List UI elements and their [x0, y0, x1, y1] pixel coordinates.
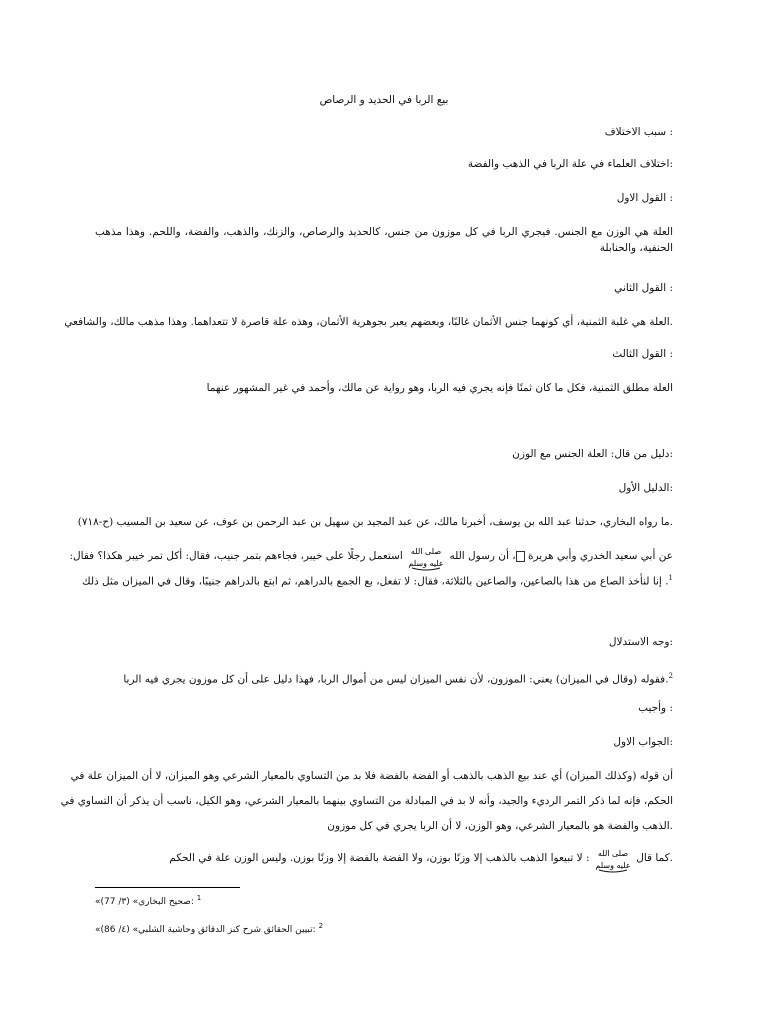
answer-quote-body: : لا تبيعوا الذهب بالذهب إلا وزنًا بوزن، ولا الفضة بالفضة إلا وزنًا بوزن. وليس الوزن علة في الحكم: [169, 852, 590, 864]
footnote-1-number: 1: [196, 894, 202, 902]
hadith-prophet: ، أن رسول الله: [449, 550, 516, 562]
heading-third-opinion: : القول الثالث: [612, 348, 673, 360]
hadith-reply: . إنا لنأخذ الصاع من هذا بالصاعين، والصاعين بالثلاثة، فقال: [417, 575, 669, 588]
heading-first-answer: :الجواب الاول: [613, 736, 673, 748]
wajh-text: [95, 668, 673, 688]
answer-line-1: أن قوله (وكذلك الميزان) أي عند بيع الذهب بالذهب أو الفضة بالفضة فلا بد من التساوي بالمعيار الشرعي وهو الميزان، لا أن الميزان علة في: [70, 770, 673, 782]
heading-cause-text: :اختلاف العلماء في علة الربا في الذهب والفضة: [467, 158, 673, 170]
heading-evidence: :دليل من قال: العلة الجنس مع الوزن: [512, 448, 673, 460]
footnote-separator: [95, 887, 240, 888]
hadith-command: : لا تفعل، بع الجمع بالدراهم، ثم ابتع بالدراهم جنيبًا، وقال في الميزان مثل ذلك: [82, 575, 418, 588]
hadith-line-1: .ما رواه البخاري، حدثنا عبد الله بن يوسف، أخبرنا مالك، عن عبد المجيد بن سهيل بن عبد الرحمن بن عوف، عن سعيد بن المسيب (ح-٧١٨): [77, 516, 673, 528]
missing-glyph-box: [516, 551, 525, 562]
hadith-narrators: عن أبي سعيد الخدري وأبي هريرة: [528, 550, 673, 562]
answer-line-2: الحكم، فإنه لما ذكر التمر الرديء والجيد، وأنه لا بد في المبادلة من التساوي بينهما بالمعيار الشرعي، وهو الكيل، ناسب أن يذكر أن التساوي في: [60, 795, 673, 807]
heading-wajh: :وجه الاستدلال: [608, 636, 673, 648]
footnote-2-number: 2: [318, 922, 324, 930]
footnote-marker-1[interactable]: 1: [668, 574, 673, 582]
second-opinion-text: .العلة هي غلبة الثمنية، أي كونهما جنس الأثمان غالبًا، وبعضهم يعبر بجوهرية الأثمان، وهذه علة قاصرة لا تتعداهما. وهذا مذهب مالك، والشافعي: [64, 316, 673, 328]
heading-first-opinion: : القول الاول: [616, 192, 673, 204]
footnote-2: [95, 922, 323, 935]
seal2-text-top: صلى الله: [597, 849, 628, 858]
heading-second-opinion: : القول الثاني: [614, 282, 673, 294]
footnote-2-text: :تبيين الحقائق شرح كنز الدقائق وحاشية الشلبي» (٤/ 86)»: [95, 925, 316, 935]
hadith-line-2: [69, 540, 673, 572]
first-opinion-text: العلة هي الوزن مع الجنس. فيجري الربا في كل موزون من جنس، كالحديد والرصاص، والزنك، والذهب، والفضة، واللحم. وهذا مذهب الحنفية، والحنابلة: [95, 226, 673, 254]
hadith-line-3: [82, 570, 673, 590]
heading-first-evidence: :الدليل الأول: [618, 482, 673, 494]
footnote-marker-2[interactable]: 2: [668, 672, 673, 680]
seal-text-bottom: عليه وسلم: [408, 559, 444, 568]
page-title: بيع الربا في الحديد و الرصاص: [319, 94, 449, 106]
answer-line-4: [95, 842, 673, 874]
salawat-calligraphy-icon: [409, 541, 443, 571]
hadith-story: استعمل رجلًا على خيبر، فجاءهم بتمر جنيب، فقال: أكل تمر خيبر هكذا؟ فقال:: [69, 550, 403, 562]
heading-ujib: : وأجيب: [638, 702, 673, 714]
heading-cause: : سبب الاختلاف: [604, 126, 673, 138]
footnote-1-text: :صحيح البخاري» (٣/ 77)»: [95, 897, 194, 907]
answer-line-3: .الذهب والفضة هو بالمعيار الشرعي، وهو الوزن، لا أن الربا يجري في كل موزون: [327, 820, 673, 832]
wajh-body: .فقوله (وقال في الميزان) يعني: الموزون، لأن نفس الميزان ليس من أموال الربا، فهذا دليل على أن كل موزون يجري فيه الربا: [123, 673, 669, 686]
seal-text-top: صلى الله: [411, 547, 442, 556]
third-opinion-text: العلة مطلق الثمنية، فكل ما كان ثمنًا فإنه يجري فيه الربا، وهو رواية عن مالك، وأحمد في غير المشهور عنهما: [206, 382, 673, 394]
seal2-text-bottom: عليه وسلم: [595, 861, 631, 870]
answer-quote-intro: .كما قال: [636, 852, 673, 864]
salawat-calligraphy-icon-2: [596, 843, 630, 873]
footnote-1: [95, 894, 201, 907]
